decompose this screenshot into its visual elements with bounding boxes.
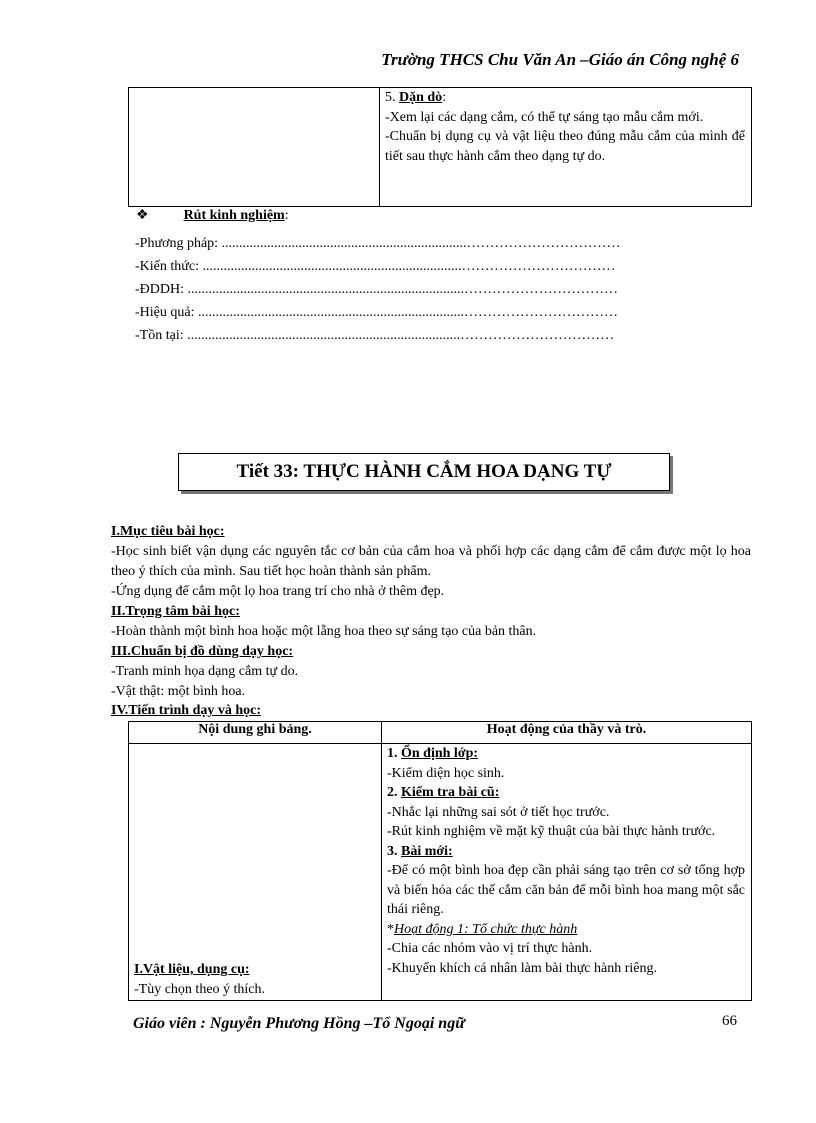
lesson-title: Tiết 33: THỰC HÀNH CẮM HOA DẠNG TỰ — [178, 453, 670, 491]
section-title: III.Chuẩn bị đồ dùng dạy học: — [111, 644, 294, 659]
activity-star: * — [387, 921, 394, 937]
section-line: -Tranh minh họa dạng cắm tự do. — [111, 664, 299, 679]
step-line: -Khuyến khích cá nhân làm bài thực hành riêng. — [387, 960, 657, 976]
homework-cell — [380, 88, 752, 207]
step-line: -Nhắc lại những sai sót ở tiết học trước. — [387, 804, 610, 820]
step-number: 3. — [387, 843, 401, 859]
step-line: -Kiểm diện học sinh. — [387, 765, 505, 781]
diamond-bullet-icon: ❖ — [136, 208, 149, 223]
step-number: 2. — [387, 785, 401, 800]
section-focus — [111, 602, 751, 642]
homework-heading: Dặn dò — [399, 90, 443, 105]
page-number: 66 — [722, 1013, 737, 1029]
feedback-colon: : — [284, 208, 289, 223]
section-line: -Hoàn thành một bình hoa hoặc một lẵng hoa theo sự sáng tạo của bản thân. — [111, 624, 537, 639]
section-objectives — [111, 522, 751, 602]
section-line: -Vật thật: một bình hoa. — [111, 684, 246, 699]
section-title: I.Mục tiêu bài học: — [111, 524, 225, 539]
step-line: -Chia các nhóm vào vị trí thực hành. — [387, 941, 593, 956]
continuation-table — [128, 87, 752, 207]
activities-cell — [382, 744, 752, 1001]
feedback-title: Rút kinh nghiệm — [183, 208, 285, 223]
section-title: IV.Tiến trình dạy và học: — [111, 703, 262, 718]
step-heading: Ổn định lớp: — [401, 746, 479, 761]
step-line: -Rút kinh nghiệm về mặt kỹ thuật của bài thực hành trước. — [387, 824, 716, 839]
col-header-content: Nội dung ghi bảng. — [129, 722, 382, 744]
step-number: 1. — [387, 746, 401, 761]
section-materials — [111, 642, 751, 702]
activity-heading: Hoạt động 1: Tổ chức thực hành — [394, 921, 578, 937]
materials-title: I.Vật liệu, dụng cụ: — [134, 962, 250, 977]
feedback-item: -Phương pháp: ......................................................................…………………………… — [135, 236, 621, 251]
feedback-item: -Tồn tại: ..............................................................................…………………………… — [135, 328, 615, 343]
step-heading: Kiểm tra bài cũ: — [401, 785, 500, 800]
section-title: II.Trọng tâm bài học: — [111, 604, 240, 619]
materials-item: -Tùy chọn theo ý thích. — [134, 981, 266, 997]
page-header: Trường THCS Chu Văn An –Giáo án Công nghệ 6 — [381, 50, 739, 69]
feedback-list — [135, 232, 621, 347]
step-line: -Để có một bình hoa đẹp cần phải sáng tạo trên cơ sở tổng hợp và biến hóa các thế cắm căn bản để mỗi bình hoa mang một sắc thái riêng. — [387, 863, 745, 917]
feedback-item: -Hiệu quả: ............................................................................…………………………… — [135, 305, 618, 320]
step-heading: Bài mới: — [401, 843, 453, 859]
heading-number: 5. — [385, 90, 399, 105]
section-line: -Học sinh biết vận dụng các nguyên tắc cơ bản của cắm hoa và phối hợp các dạng cắm để cắm được một lọ hoa theo ý thích của mình. Sau tiết học hoàn thành sản phẩm. — [111, 544, 751, 579]
empty-left-cell — [129, 88, 380, 207]
feedback-heading — [136, 207, 289, 224]
feedback-item: -ĐDDH: ...............................................................................…………………………… — [135, 282, 618, 297]
heading-colon: : — [442, 90, 447, 105]
col-header-activities: Hoạt động của thầy và trò. — [382, 722, 752, 744]
homework-line: -Xem lại các dạng cắm, có thể tự sáng tạo mẫu cắm mới. — [385, 109, 704, 125]
feedback-item: -Kiến thức: ..........................................................................…………………………… — [135, 259, 616, 274]
homework-line: -Chuẩn bị dụng cụ và vật liệu theo đúng mẫu cắm của mình để tiết sau thực hành cắm theo dạng tự do. — [385, 129, 745, 164]
page-footer: Giáo viên : Nguyễn Phương Hồng –Tổ Ngoại ngữ — [133, 1015, 465, 1032]
content-cell — [129, 744, 382, 1001]
section-process — [111, 701, 751, 721]
section-line: -Ứng dụng để cắm một lọ hoa trang trí cho nhà ở thêm đẹp. — [111, 584, 445, 599]
lesson-plan-table — [128, 721, 752, 1001]
